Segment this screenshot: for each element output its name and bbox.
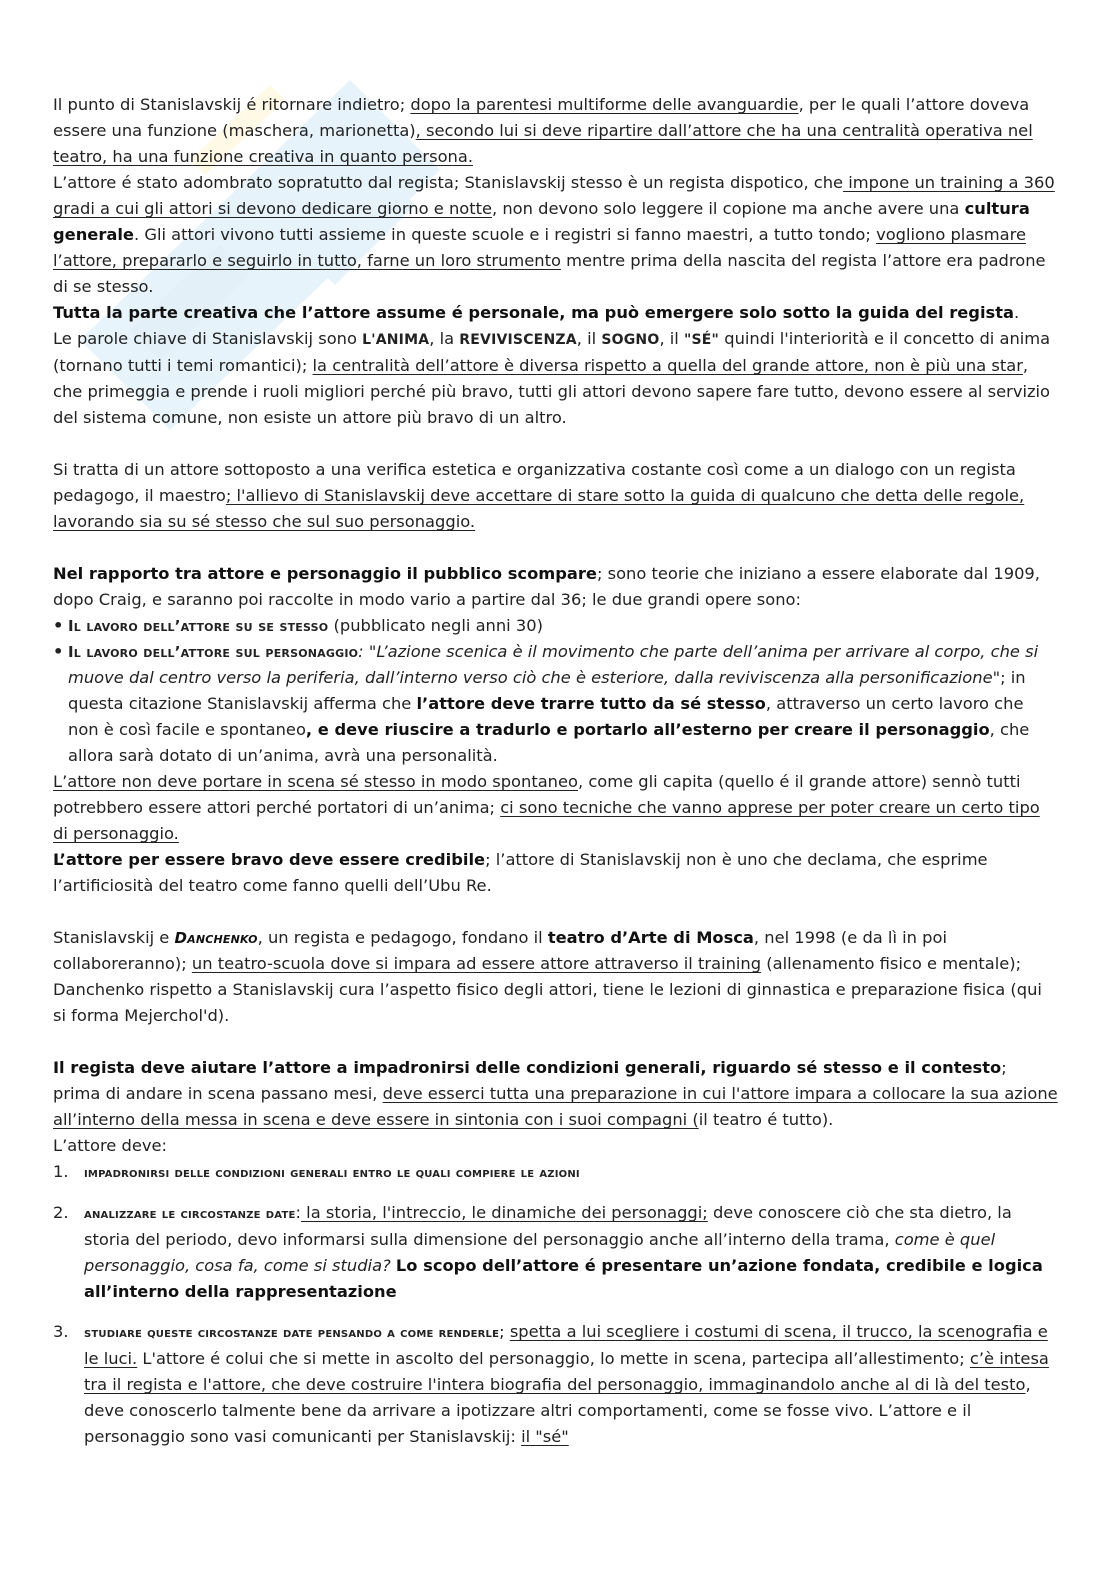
bold-text: cultura generale (53, 199, 1030, 244)
keyword-anima: L'ANIMA (362, 332, 430, 348)
paragraph-4 (53, 326, 1058, 431)
work-title: Il lavoro dell’attore su se stesso (68, 617, 329, 635)
text: (pubblicato negli anni 30) (328, 616, 543, 635)
bold-text: L’attore per essere bravo deve essere credibile (53, 850, 486, 869)
name-danchenko: Danchenko (174, 929, 258, 947)
list-item (53, 1159, 1058, 1186)
underlined-text: ; l'allievo di Stanislavskij deve accettare di stare sotto la guida di qualcuno che detta delle regole, lavorando sia su sé stesso che sul suo personaggio. (53, 486, 1025, 531)
text: ; in questa citazione Stanislavskij afferma che (68, 668, 1026, 713)
works-list (53, 613, 1058, 769)
text: , il (659, 329, 685, 348)
text: , il (576, 329, 602, 348)
underlined-text: impone un training a 360 gradi a cui gli attori si devono dedicare giorno e notte (53, 173, 1055, 218)
keyword-se: "SÉ" (684, 332, 720, 348)
text: , che primeggia e prende i ruoli migliori perché più bravo, tutti gli attori devono sapere fare tutto, devono essere al servizio del sistema comune, non esiste un attore più bravo di un altro. (53, 356, 1051, 427)
work-title: Il lavoro dell’attore sul personaggio (68, 643, 359, 661)
text: L'attore é colui che si mette in ascolto del personaggio, lo mette in scena, partecipa all’allestimento; (137, 1349, 970, 1368)
bold-text: , e deve riuscire a tradurlo e portarlo all’esterno per creare il personaggio (305, 720, 990, 739)
paragraph-2 (53, 170, 1058, 300)
underlined-text: ci sono tecniche che vanno apprese per poter creare un certo tipo di personaggio. (53, 798, 1040, 843)
list-item (53, 1319, 1058, 1450)
text: Il punto di Stanislavskij é ritornare indietro; (53, 95, 411, 114)
bold-text: Tutta la parte creativa che l’attore assume é personale, ma può emergere solo sotto la guida del regista (53, 303, 1014, 322)
underlined-text: dopo la parentesi multiforme delle avanguardie (410, 95, 799, 114)
text: , attraverso un certo lavoro che non è così facile e spontaneo (68, 694, 1024, 739)
underlined-text: un teatro-scuola dove si impara ad essere attore attraverso il training (191, 954, 762, 973)
text: , deve conoscerlo talmente bene da arrivare a ipotizzare altri comportamenti, come se fosse vivo. L’attore e il personaggio sono vasi comunicanti per Stanislavskij: (84, 1375, 1031, 1446)
text: . Gli attori vivono tutti assieme in queste scuole e i registri si fanno maestri, a tutto tondo; (133, 225, 877, 244)
list-item: • Il lavoro dell’attore su se stesso (pubblicato negli anni 30) (53, 616, 543, 635)
text: . (1014, 303, 1020, 322)
item-number: 2. (53, 1203, 69, 1222)
paragraph-9 (53, 925, 1058, 1029)
list-item (53, 1200, 1058, 1305)
text: ; sono teorie che iniziano a essere elaborate dal 1909, dopo Craig, e saranno poi raccolte in modo vario a partire dal 36; le due grandi opere sono: (53, 564, 1040, 609)
quote-text: "L’azione scenica è il movimento che parte dell’anima per arrivare al corpo, che si muove dal centro verso la periferia, dall’interno verso ciò che è esteriore, dalla reviviscenza alla personificazione" (68, 642, 1039, 687)
underlined-text: il "sé" (521, 1427, 569, 1446)
text: , un regista e pedagogo, fondano il (257, 928, 548, 947)
document-body (53, 92, 1058, 1450)
list-item: • Il lavoro dell’attore sul personaggio: "L’azione scenica è il movimento che parte dell’anima per arrivare al corpo, che si muove dal centro verso la periferia, dall’interno verso ciò che è esteriore, dalla reviviscenza alla personificazione"; in questa citazione Stanislavskij afferma che l’attore deve trarre tutto da sé stesso, attraverso un certo lavoro che non è così facile e spontaneo, e deve riuscire a tradurlo e portarlo all’esterno per creare il personaggio, che allora sarà dotato di un’anima, avrà una personalità. (53, 642, 1039, 765)
paragraph-6 (53, 561, 1058, 613)
text: , non devono solo leggere il copione ma anche avere una (492, 199, 965, 218)
text: , nel 1998 (e da lì in poi collaboreranno); (53, 928, 947, 973)
item-title: analizzare le circostanze date (84, 1206, 296, 1222)
text: mentre prima della nascita del regista l’attore era padrone di se stesso. (53, 251, 1046, 296)
text: quindi l'interiorità e il concetto di anima (tornano tutti i temi romantici); (53, 329, 1051, 375)
paragraph-7 (53, 769, 1058, 847)
paragraph-10 (53, 1055, 1058, 1133)
paragraph-3 (53, 300, 1058, 326)
item-number: 3. (53, 1322, 69, 1341)
underlined-text: deve esserci tutta una preparazione in cui l'attore impara a collocare la sua azione all’interno della messa in scena e deve essere in sintonia con i suoi compagni ( (53, 1084, 1058, 1129)
item-title: impadronirsi delle condizioni generali entro le quali compiere le azioni (84, 1165, 580, 1181)
underlined-text: , secondo lui si deve ripartire dall’attore che ha una centralità operativa nel teatro, ha una funzione creativa in quanto persona. (53, 121, 1033, 166)
underlined-text: la centralità dell’attore è diversa rispetto a quella del grande attore, non è più una star (312, 356, 1023, 375)
text: , che allora sarà dotato di un’anima, avrà una personalità. (68, 720, 1030, 765)
text: , come gli capita (quello é il grande attore) sennò tutti potrebbero essere attori perché portatori di un’anima; (53, 772, 1021, 817)
text: (allenamento fisico e mentale); Danchenko rispetto a Stanislavskij cura l’aspetto fisico degli attori, tiene le lezioni di ginnastica e preparazione fisica (qui si forma Mejerchol'd). (53, 954, 1042, 1025)
text: Le parole chiave di Stanislavskij sono (53, 329, 363, 348)
underlined-text: c’è intesa tra il regista e l'attore, che deve costruire l'intera biografia del personaggio, immaginandolo anche al di là del testo (84, 1349, 1049, 1394)
actor-tasks-list (53, 1159, 1058, 1450)
paragraph-11: L’attore deve: (53, 1136, 167, 1155)
bold-text: Nel rapporto tra attore e personaggio il pubblico scompare (53, 564, 597, 583)
keyword-reviviscenza: REVIVISCENZA (459, 332, 577, 348)
underlined-text: la storia, l'intreccio, le dinamiche dei personaggi; (301, 1203, 708, 1222)
bold-text: Il regista deve aiutare l’attore a impadronirsi delle condizioni generali, riguardo sé stesso e il contesto (53, 1058, 1002, 1077)
paragraph-1 (53, 92, 1058, 170)
text: Si tratta di un attore sottoposto a una verifica estetica e organizzativa costante così come a un dialogo con un regista pedagogo, il maestro (53, 460, 1016, 505)
text: ; prima di andare in scena passano mesi, (53, 1058, 1007, 1103)
underlined-text: L’attore non deve portare in scena sé stesso in modo spontaneo (53, 772, 578, 791)
underlined-text: vogliono plasmare l’attore, prepararlo e seguirlo in tutto, farne un loro strumento (53, 225, 1026, 270)
keyword-sogno: SOGNO (601, 332, 660, 348)
text: : (358, 642, 369, 661)
text: deve conoscere ciò che sta dietro, la storia del periodo, devo informarsi sulla dimensione del personaggio anche all’interno della trama, (84, 1203, 1012, 1249)
paragraph-8 (53, 847, 1058, 899)
text: L’attore é stato adombrato sopratutto dal regista; Stanislavskij stesso è un regista dispotico, che (53, 173, 844, 192)
text: Stanislavskij e (53, 928, 175, 947)
item-title: studiare queste circostanze date pensando a come renderle (84, 1325, 500, 1341)
paragraph-5 (53, 457, 1058, 535)
text: : (295, 1203, 301, 1222)
text: , per le quali l’attore doveva essere una funzione (maschera, marionetta) (53, 95, 1030, 140)
text: il teatro é tutto). (698, 1110, 834, 1129)
text: ; l’attore di Stanislavskij non è uno che declama, che esprime l’artificiosità del teatro come fanno quelli dell’Ubu Re. (53, 850, 988, 895)
underlined-text: spetta a lui scegliere i costumi di scena, il trucco, la scenografia e le luci. (84, 1322, 1048, 1368)
item-number: 1. (53, 1162, 69, 1181)
text: ; (499, 1322, 510, 1341)
bold-text: Lo scopo dell’attore é presentare un’azione fondata, credibile e logica all’interno della rappresentazione (84, 1256, 1043, 1301)
italic-text: come è quel personaggio, cosa fa, come si studia? (84, 1230, 996, 1275)
bold-text: teatro d’Arte di Mosca (547, 928, 754, 947)
text: , la (429, 329, 460, 348)
bold-text: l’attore deve trarre tutto da sé stesso (416, 694, 766, 713)
